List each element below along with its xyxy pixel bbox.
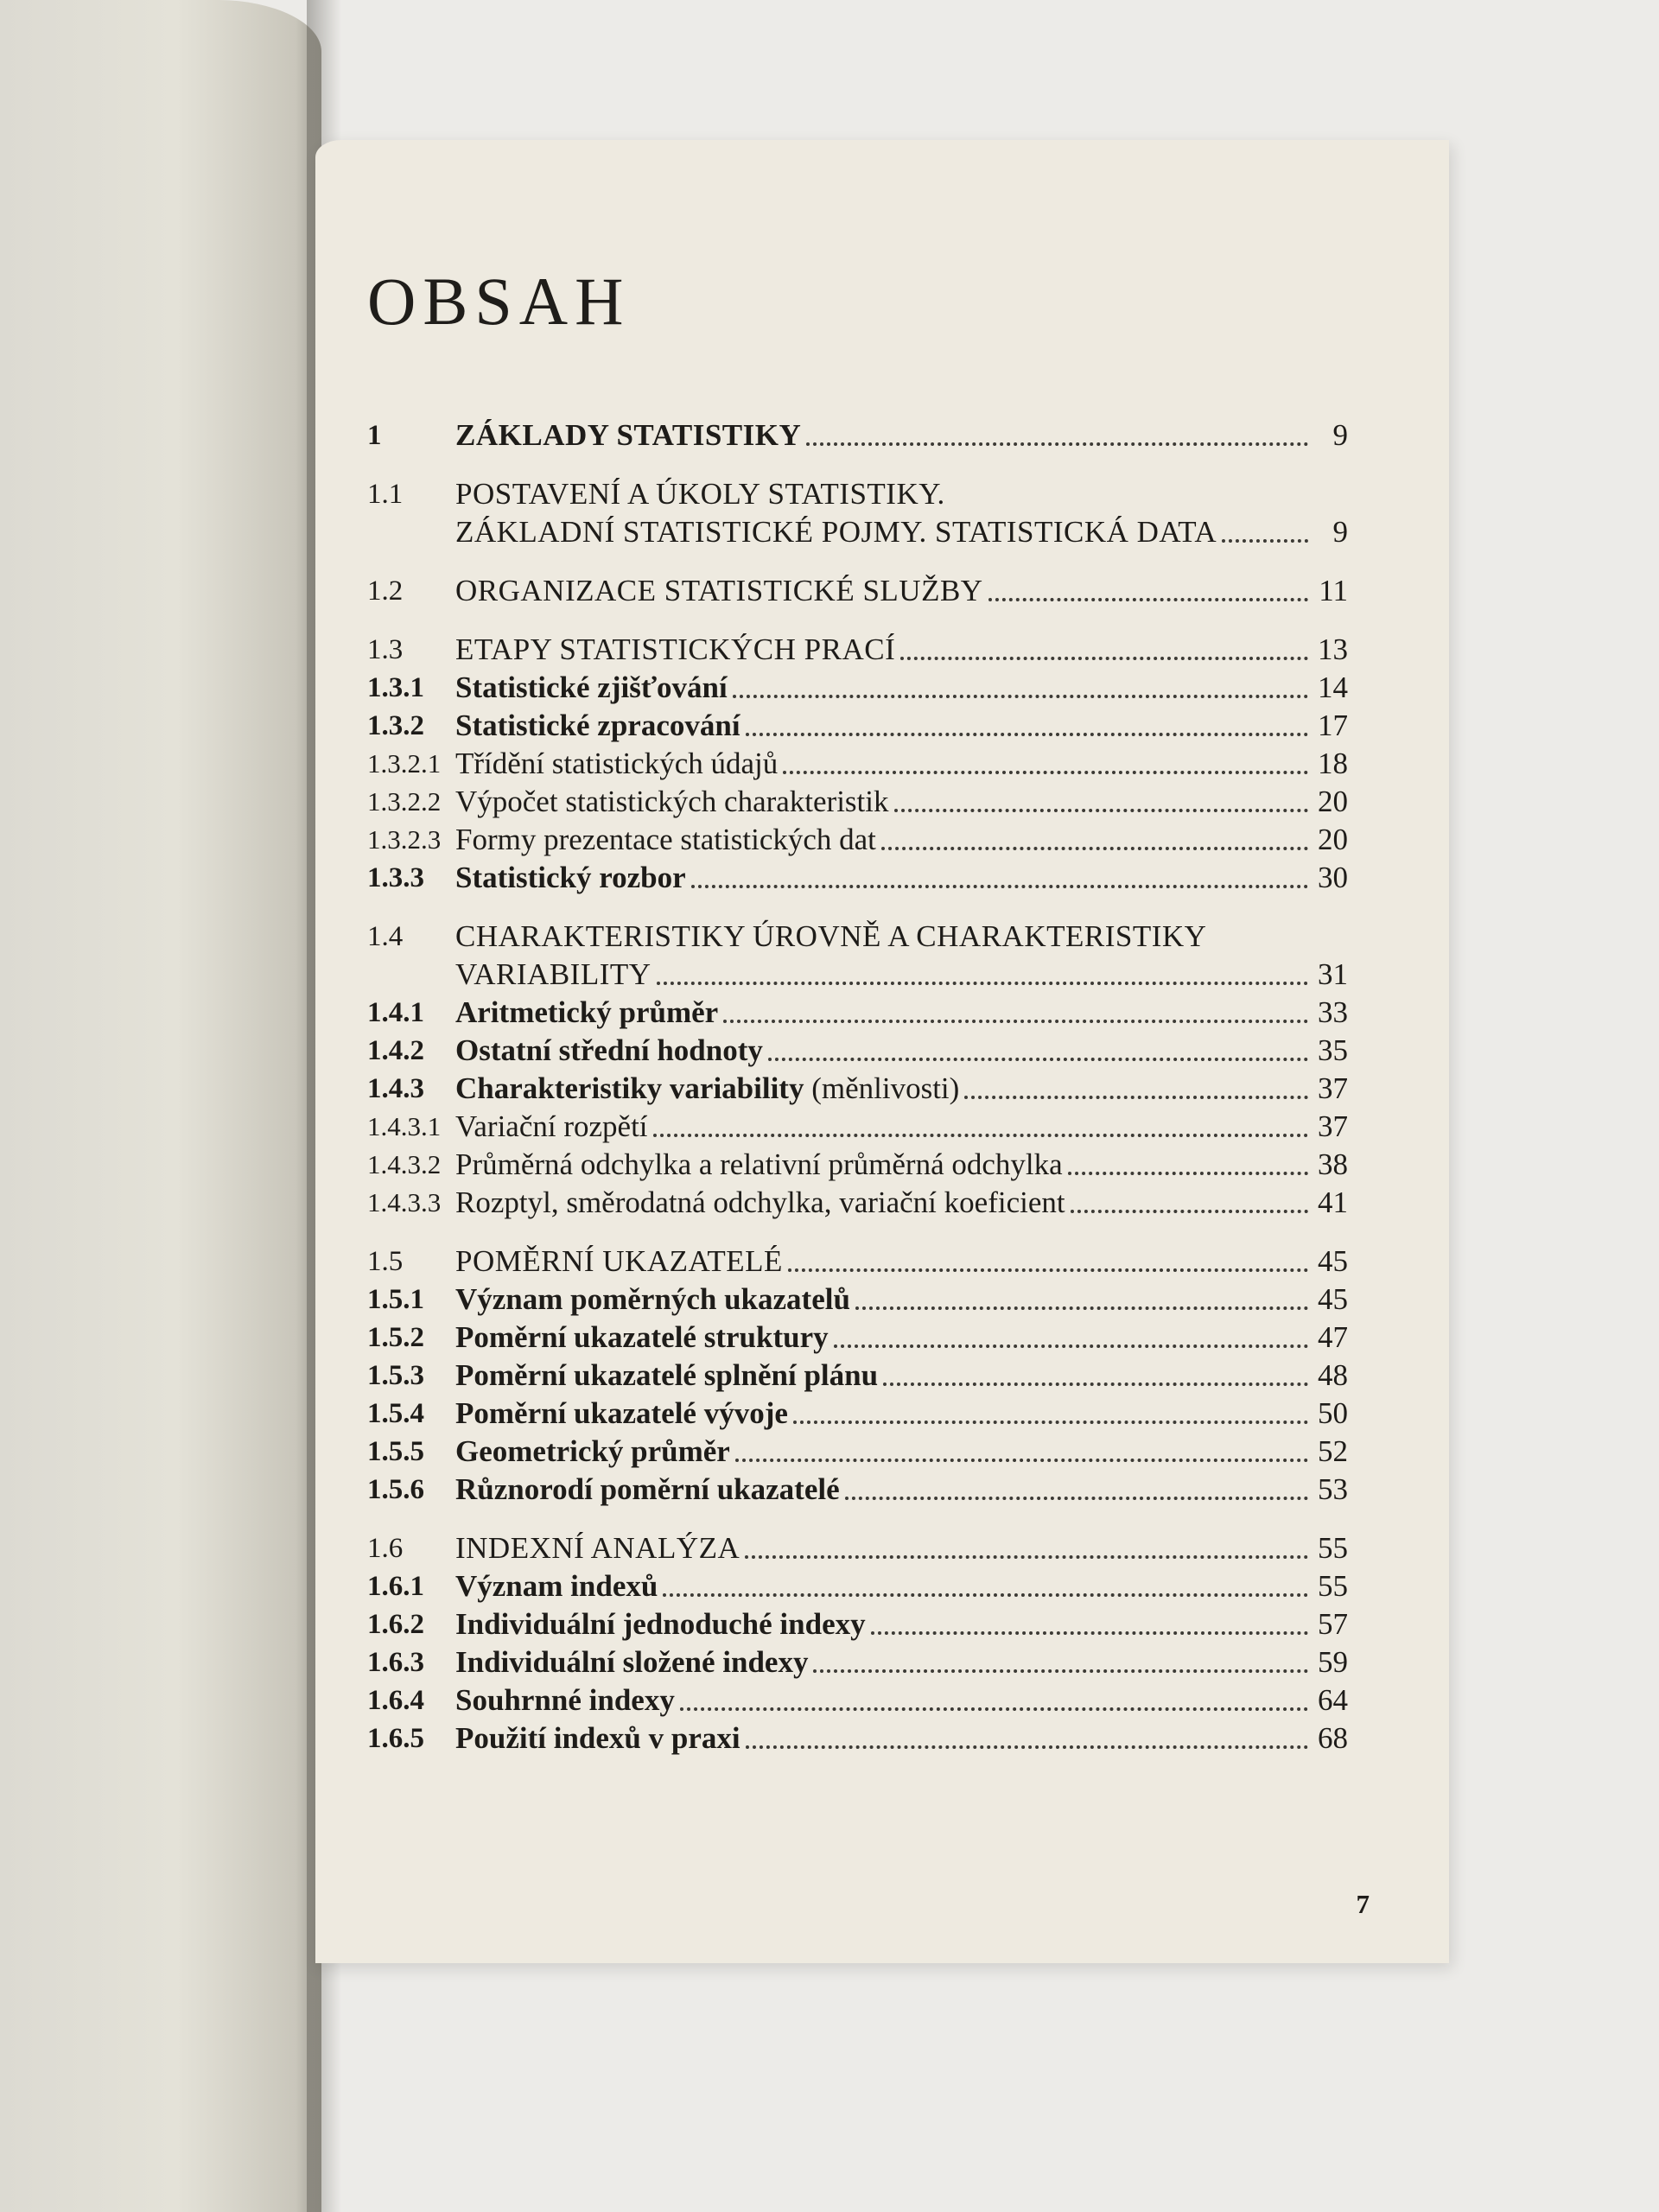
toc-entry-title-text: Variační rozpětí (455, 1109, 648, 1143)
toc-entry-page: 64 (1318, 1683, 1348, 1717)
toc-entry-title (455, 416, 801, 454)
toc-entry-title (455, 918, 1206, 956)
dotted-leader (723, 1020, 1308, 1023)
toc-entry-title (455, 1319, 829, 1357)
right-page (315, 140, 1449, 1963)
toc-entry-page: 53 (1318, 1472, 1348, 1506)
toc-entry-number: 1.4.3.2 (367, 1149, 442, 1179)
toc-entry-title (455, 1357, 878, 1395)
toc-entry-number: 1.5.6 (367, 1474, 424, 1505)
toc-entry (367, 1357, 1348, 1395)
toc-entry-number: 1.6 (367, 1533, 404, 1564)
toc-entry-title (455, 572, 983, 610)
toc-entry (367, 1395, 1348, 1433)
toc-entry-number: 1.5.3 (367, 1360, 424, 1391)
toc-section (367, 416, 1348, 454)
dotted-leader (988, 598, 1308, 601)
toc-entry-number: 1.3.2 (367, 710, 424, 741)
toc-entry-title (455, 1529, 740, 1567)
toc-entry-title-text: Poměrní ukazatelé struktury (455, 1320, 829, 1354)
toc-section (367, 918, 1348, 1222)
toc-entry-title-text: Ostatní střední hodnoty (455, 1033, 763, 1067)
toc-entry-page: 41 (1318, 1185, 1348, 1219)
toc-entry-title (455, 1032, 763, 1070)
toc-entry (367, 1108, 1348, 1146)
toc-entry-number: 1.5.1 (367, 1284, 424, 1315)
toc-entry (367, 416, 1348, 454)
toc-entry (367, 1146, 1348, 1184)
toc-entry-page: 50 (1318, 1396, 1348, 1430)
toc-entry-page: 18 (1318, 747, 1348, 780)
toc-entry-number: 1.4 (367, 921, 404, 952)
dotted-leader (746, 1745, 1308, 1749)
toc-section (367, 475, 1348, 551)
toc-entry-page: 20 (1318, 823, 1348, 856)
toc-entry-page: 45 (1318, 1282, 1348, 1316)
dotted-leader (834, 1344, 1308, 1348)
toc-entry-title (455, 994, 718, 1032)
toc-entry-title (455, 1243, 783, 1281)
dotted-leader (1222, 539, 1308, 543)
toc-entry-number: 1.3.1 (367, 672, 424, 703)
toc-entry-title (455, 1281, 850, 1319)
toc-entry (367, 1471, 1348, 1509)
dotted-leader (663, 1593, 1308, 1597)
toc-entry-page: 55 (1318, 1569, 1348, 1603)
toc-entry-title-text: Formy prezentace statistických dat (455, 823, 876, 856)
toc-section (367, 572, 1348, 610)
toc-entry-page: 11 (1319, 574, 1348, 607)
toc-entry-title (455, 631, 895, 669)
toc-entry-number: 1.3.2.2 (367, 786, 442, 817)
dotted-leader (813, 1669, 1308, 1673)
dotted-leader (653, 1134, 1308, 1137)
toc-entry-title-text: CHARAKTERISTIKY ÚROVNĚ A CHARAKTERISTIKY (455, 919, 1207, 953)
toc-entry-note: (měnlivosti) (804, 1071, 960, 1105)
toc-entry-number: 1.6.1 (367, 1571, 424, 1602)
toc-entry-title (455, 1681, 675, 1719)
toc-entry-title-text: Aritmetický průměr (455, 995, 719, 1029)
toc-entry-page: 35 (1318, 1033, 1348, 1067)
dotted-leader (871, 1631, 1308, 1635)
toc-entry-page: 38 (1318, 1147, 1348, 1181)
toc-entry-title (455, 745, 778, 783)
toc-entry-number: 1.6.5 (367, 1723, 424, 1754)
dotted-leader (735, 1459, 1308, 1462)
toc-entry-page: 9 (1332, 515, 1348, 549)
toc-entry (367, 1433, 1348, 1471)
toc-entry-title (455, 859, 686, 897)
toc-entry-number: 1.3.2.1 (367, 748, 442, 779)
toc-entry-page: 14 (1318, 671, 1348, 704)
toc-entry-number: 1 (367, 420, 382, 451)
toc-entry-title-text: ORGANIZACE STATISTICKÉ SLUŽBY (455, 574, 983, 607)
toc-entry-title-text: Souhrnné indexy (455, 1683, 675, 1717)
dotted-leader (1068, 1172, 1308, 1175)
page-title: OBSAH (367, 264, 631, 339)
toc-entry-title-text: Třídění statistických údajů (455, 747, 779, 780)
toc-entry-title-text: VARIABILITY (455, 957, 652, 991)
toc-entry-number: 1.5.2 (367, 1322, 424, 1353)
toc-entry-title (455, 1643, 808, 1681)
toc-entry-title-text: Charakteristiky variability (455, 1071, 804, 1105)
toc-entry (367, 1032, 1348, 1070)
toc-entry-title (455, 1719, 741, 1758)
dotted-leader (883, 1382, 1308, 1386)
toc-entry-title-text: Průměrná odchylka a relativní průměrná odchylka (455, 1147, 1063, 1181)
toc-entry (367, 1567, 1348, 1605)
table-of-contents (367, 416, 1348, 1778)
toc-entry (367, 1184, 1348, 1222)
toc-entry-title-text: Statistické zjišťování (455, 671, 728, 704)
toc-entry-title-text: ZÁKLADY STATISTIKY (455, 418, 802, 452)
toc-entry-number: 1.6.3 (367, 1647, 424, 1678)
toc-entry-title (455, 1395, 788, 1433)
toc-entry-page: 48 (1318, 1358, 1348, 1392)
toc-entry-page: 17 (1318, 709, 1348, 742)
toc-entry-number: 1.4.3.3 (367, 1187, 442, 1217)
toc-entry-page: 55 (1318, 1531, 1348, 1565)
dotted-leader (793, 1421, 1308, 1424)
toc-entry-title-text: Poměrní ukazatelé vývoje (455, 1396, 788, 1430)
toc-entry-title (455, 669, 728, 707)
toc-entry-title-text: POMĚRNÍ UKAZATELÉ (455, 1244, 783, 1278)
toc-entry-title (455, 1108, 648, 1146)
dotted-leader (1071, 1210, 1308, 1213)
toc-entry-title (455, 1070, 959, 1108)
dotted-leader (964, 1096, 1308, 1099)
toc-entry-title-text: Individuální složené indexy (455, 1645, 809, 1679)
dotted-leader (680, 1707, 1308, 1711)
toc-entry-title-text: Statistické zpracování (455, 709, 741, 742)
toc-entry (367, 572, 1348, 610)
toc-entry-title-text: Různorodí poměrní ukazatelé (455, 1472, 840, 1506)
toc-entry-title-text: Rozptyl, směrodatná odchylka, variační koeficient (455, 1185, 1065, 1219)
toc-entry-title-text: Individuální jednoduché indexy (455, 1607, 866, 1641)
toc-entry (367, 745, 1348, 783)
dotted-leader (746, 733, 1308, 736)
toc-entry-page: 13 (1318, 632, 1348, 666)
toc-entry-number: 1.4.3 (367, 1073, 424, 1104)
toc-entry-title (455, 1471, 840, 1509)
toc-entry (367, 783, 1348, 821)
toc-entry-page: 31 (1318, 957, 1348, 991)
toc-entry (367, 475, 1348, 513)
toc-entry-page: 20 (1318, 785, 1348, 818)
toc-entry (367, 513, 1348, 551)
toc-entry-title-text: Poměrní ukazatelé splnění plánu (455, 1358, 879, 1392)
toc-entry-page: 37 (1318, 1071, 1348, 1105)
toc-entry-title-text: Význam poměrných ukazatelů (455, 1282, 850, 1316)
dotted-leader (806, 442, 1308, 446)
toc-entry-title (455, 1146, 1063, 1184)
dotted-leader (881, 847, 1308, 850)
toc-entry-title (455, 821, 876, 859)
toc-entry-title (455, 1567, 658, 1605)
dotted-leader (745, 1555, 1308, 1559)
toc-entry-title (455, 1184, 1065, 1222)
toc-entry (367, 1281, 1348, 1319)
toc-entry-number: 1.4.1 (367, 997, 424, 1028)
toc-entry-number: 1.1 (367, 479, 404, 510)
page-number: 7 (1356, 1889, 1370, 1919)
toc-entry (367, 918, 1348, 956)
dotted-leader (657, 982, 1308, 985)
toc-entry (367, 1070, 1348, 1108)
toc-entry-number: 1.2 (367, 575, 404, 607)
toc-entry-page: 59 (1318, 1645, 1348, 1679)
toc-entry-title (455, 783, 889, 821)
toc-entry-title-text: Použití indexů v praxi (455, 1721, 741, 1755)
toc-entry-number: 1.5.5 (367, 1436, 424, 1467)
dotted-leader (900, 657, 1308, 660)
toc-entry (367, 1319, 1348, 1357)
dotted-leader (733, 695, 1308, 698)
toc-entry-number: 1.6.2 (367, 1609, 424, 1640)
dotted-leader (845, 1497, 1308, 1500)
toc-entry-page: 9 (1332, 418, 1348, 452)
toc-entry-page: 47 (1318, 1320, 1348, 1354)
toc-section (367, 1529, 1348, 1758)
toc-entry (367, 631, 1348, 669)
toc-section (367, 1243, 1348, 1509)
toc-entry-page: 52 (1318, 1434, 1348, 1468)
toc-entry-number: 1.4.3.1 (367, 1111, 442, 1141)
toc-entry (367, 859, 1348, 897)
toc-entry (367, 1243, 1348, 1281)
toc-entry (367, 707, 1348, 745)
toc-entry-number: 1.3.3 (367, 862, 424, 893)
toc-entry-title (455, 956, 652, 994)
toc-entry-title-text: POSTAVENÍ A ÚKOLY STATISTIKY. (455, 477, 945, 511)
toc-entry-number: 1.3 (367, 634, 404, 665)
toc-entry (367, 994, 1348, 1032)
toc-entry-page: 33 (1318, 995, 1348, 1029)
toc-entry-title-text: Výpočet statistických charakteristik (455, 785, 889, 818)
toc-entry (367, 1605, 1348, 1643)
dotted-leader (788, 1268, 1308, 1272)
toc-entry-title-text: Význam indexů (455, 1569, 658, 1603)
toc-entry-title (455, 1605, 866, 1643)
toc-entry-number: 1.3.2.3 (367, 824, 442, 855)
toc-entry-page: 37 (1318, 1109, 1348, 1143)
toc-entry-number: 1.5 (367, 1246, 404, 1277)
dotted-leader (894, 809, 1308, 812)
toc-entry-page: 57 (1318, 1607, 1348, 1641)
dotted-leader (768, 1058, 1308, 1061)
toc-entry-title-text: ETAPY STATISTICKÝCH PRACÍ (455, 632, 896, 666)
toc-entry-title (455, 513, 1217, 551)
toc-entry-number: 1.6.4 (367, 1685, 424, 1716)
toc-entry (367, 1681, 1348, 1719)
toc-entry (367, 821, 1348, 859)
toc-entry-page: 45 (1318, 1244, 1348, 1278)
toc-entry-title-text: Statistický rozbor (455, 861, 686, 894)
toc-entry (367, 1529, 1348, 1567)
toc-entry-title (455, 1433, 730, 1471)
toc-entry-title (455, 475, 945, 513)
dotted-leader (783, 771, 1308, 774)
toc-entry-number: 1.4.2 (367, 1035, 424, 1066)
toc-entry-page: 68 (1318, 1721, 1348, 1755)
toc-entry-title-text: INDEXNÍ ANALÝZA (455, 1531, 741, 1565)
toc-entry-title-text: Geometrický průměr (455, 1434, 730, 1468)
left-page (0, 0, 321, 2212)
toc-entry (367, 1643, 1348, 1681)
toc-entry (367, 956, 1348, 994)
toc-entry (367, 1719, 1348, 1758)
toc-entry-number: 1.5.4 (367, 1398, 424, 1429)
toc-entry-page: 30 (1318, 861, 1348, 894)
toc-entry-title-text: ZÁKLADNÍ STATISTICKÉ POJMY. STATISTICKÁ DATA (455, 515, 1217, 549)
toc-entry (367, 669, 1348, 707)
toc-section (367, 631, 1348, 897)
toc-entry-title (455, 707, 741, 745)
dotted-leader (691, 885, 1308, 888)
dotted-leader (855, 1306, 1308, 1310)
